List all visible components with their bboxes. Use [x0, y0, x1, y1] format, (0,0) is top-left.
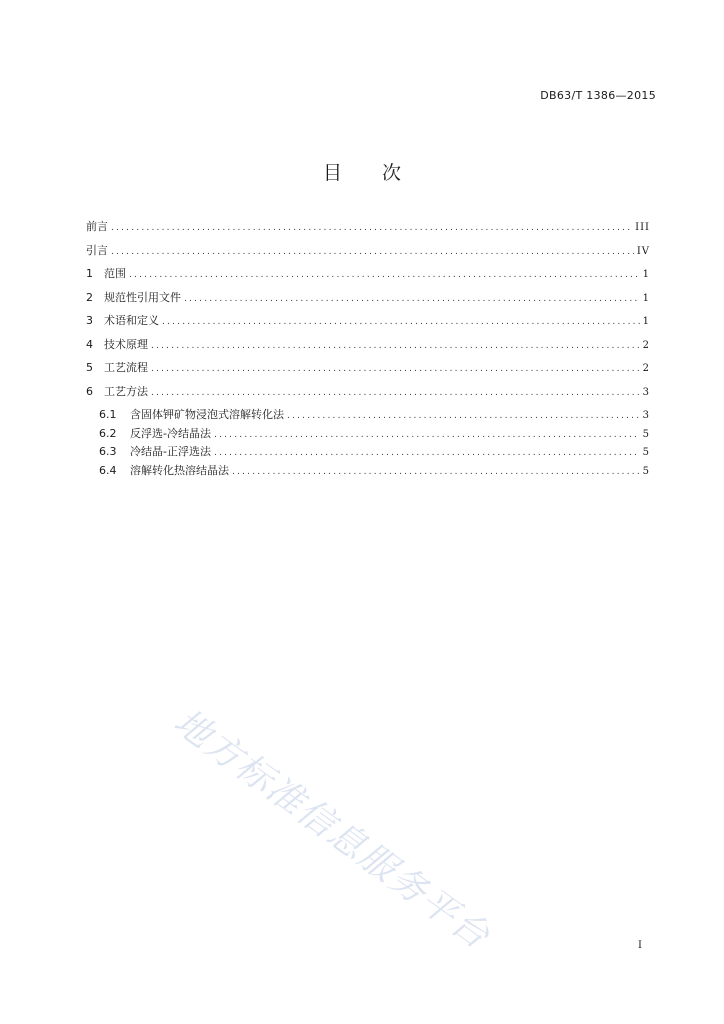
toc-leader-dots: [184, 294, 640, 304]
toc-entry-page: 3: [642, 386, 650, 398]
toc-entry-section-6-3[interactable]: [86, 443, 650, 462]
toc-entry-number: 1: [86, 267, 93, 280]
toc-entry-number: 6.3: [99, 445, 117, 458]
toc-entry-section-6-1[interactable]: [86, 406, 650, 425]
toc-entry-label: 前言: [86, 220, 108, 233]
toc-entry-section-6[interactable]: [86, 383, 650, 407]
toc-entry-number: 2: [86, 290, 93, 304]
toc-entry-page: 2: [642, 363, 650, 374]
toc-entry-label: 规范性引用文件: [104, 290, 181, 304]
toc-entry-label: 技术原理: [104, 337, 148, 351]
toc-leader-dots: [232, 467, 640, 477]
toc-title-char-1: 目: [322, 162, 342, 184]
toc-entry-number: 3: [86, 314, 93, 327]
toc-leader-dots: [111, 223, 632, 233]
watermark: 地方标准信息服务平台: [166, 701, 498, 958]
toc-leader-dots: [287, 411, 640, 421]
document-code: DB63/T 1386—2015: [540, 89, 656, 102]
toc-entry-number: 5: [86, 361, 93, 374]
toc-entry-page: IV: [636, 245, 650, 257]
toc-entry-introduction[interactable]: [86, 242, 650, 266]
toc-entry-section-4[interactable]: [86, 336, 650, 360]
toc-entry-page: 5: [642, 465, 650, 477]
toc-entry-page: 1: [642, 316, 650, 327]
toc-entry-label: 范围: [104, 267, 126, 280]
toc-entry-section-3[interactable]: [86, 312, 650, 336]
toc-entry-section-6-4[interactable]: [86, 462, 650, 481]
toc-entry-label: 冷结晶-正浮选法: [130, 445, 211, 458]
toc-entry-number: 6: [86, 384, 93, 398]
toc-entry-number: 6.1: [99, 408, 117, 421]
toc-list: [86, 218, 650, 480]
toc-entry-page: 5: [642, 447, 650, 458]
page-number: I: [638, 940, 642, 951]
toc-entry-label: 术语和定义: [104, 314, 159, 327]
toc-entry-section-2[interactable]: [86, 289, 650, 313]
toc-title: [0, 158, 724, 185]
toc-leader-dots: [129, 270, 640, 280]
toc-entry-label: 工艺方法: [104, 384, 148, 398]
toc-entry-page: 5: [642, 428, 650, 440]
toc-leader-dots: [151, 364, 640, 374]
toc-entry-page: 1: [642, 269, 650, 280]
toc-title-char-2: 次: [382, 162, 402, 184]
toc-entry-foreword[interactable]: [86, 218, 650, 242]
toc-entry-number: 4: [86, 337, 93, 351]
toc-entry-label: 溶解转化热溶结晶法: [130, 463, 229, 477]
toc-leader-dots: [214, 430, 640, 440]
toc-entry-page: 1: [642, 292, 650, 304]
toc-leader-dots: [151, 341, 640, 351]
toc-entry-page: 3: [642, 410, 650, 421]
toc-leader-dots: [214, 448, 640, 458]
toc-entry-label: 含固体钾矿物浸泡式溶解转化法: [130, 408, 284, 421]
toc-leader-dots: [162, 317, 640, 327]
toc-leader-dots: [111, 247, 634, 257]
toc-leader-dots: [151, 388, 640, 398]
toc-entry-section-1[interactable]: [86, 265, 650, 289]
toc-entry-label: 工艺流程: [104, 361, 148, 374]
toc-entry-page: 2: [642, 339, 650, 351]
toc-entry-number: 6.4: [99, 463, 117, 477]
toc-entry-number: 6.2: [99, 426, 117, 440]
toc-entry-section-6-2[interactable]: [86, 425, 650, 444]
toc-entry-label: 引言: [86, 243, 108, 257]
toc-entry-section-5[interactable]: [86, 359, 650, 383]
toc-entry-page: III: [635, 222, 650, 233]
toc-entry-label: 反浮选-冷结晶法: [130, 426, 211, 440]
